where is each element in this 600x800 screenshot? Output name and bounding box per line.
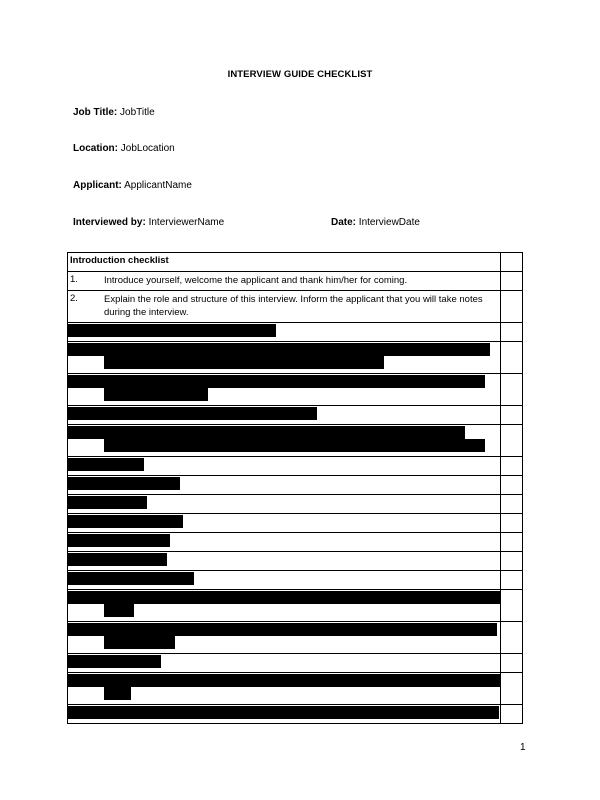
redacted-row	[68, 495, 523, 514]
redaction-bar	[68, 591, 501, 604]
interviewed-by-label: Interviewed by:	[73, 217, 146, 228]
check-cell[interactable]	[501, 323, 523, 342]
redaction-bar	[68, 674, 501, 687]
redacted-row	[68, 590, 523, 622]
check-cell[interactable]	[501, 552, 523, 571]
checklist-header: Introduction checklist	[70, 255, 169, 266]
applicant-field	[73, 180, 192, 191]
item-number: 1.	[70, 274, 78, 285]
job-title-value: JobTitle	[120, 107, 155, 118]
check-cell[interactable]	[501, 457, 523, 476]
redaction-bar	[68, 706, 499, 719]
check-cell[interactable]	[501, 514, 523, 533]
check-cell[interactable]	[501, 622, 523, 654]
location-label: Location:	[73, 143, 118, 154]
redacted-row	[68, 673, 523, 705]
redaction-bar	[104, 356, 384, 369]
checklist-item	[68, 291, 523, 323]
redacted-row	[68, 514, 523, 533]
redaction-bar	[68, 407, 317, 420]
checklist-header-row	[68, 253, 523, 272]
check-cell[interactable]	[501, 654, 523, 673]
redacted-row	[68, 406, 523, 425]
check-cell[interactable]	[501, 705, 523, 724]
location-field	[73, 143, 175, 154]
redaction-bar	[68, 375, 485, 388]
check-cell[interactable]	[501, 590, 523, 622]
check-cell[interactable]	[501, 342, 523, 374]
check-cell[interactable]	[501, 291, 523, 323]
redaction-bar	[104, 604, 134, 617]
redacted-row	[68, 571, 523, 590]
redaction-bar	[104, 388, 208, 401]
redaction-bar	[68, 623, 497, 636]
check-cell[interactable]	[501, 425, 523, 457]
page-number: 1	[520, 742, 526, 753]
redaction-bar	[68, 426, 465, 439]
check-cell[interactable]	[501, 571, 523, 590]
redacted-row	[68, 342, 523, 374]
checklist-item	[68, 272, 523, 291]
job-title-label: Job Title:	[73, 107, 118, 118]
redaction-bar	[68, 655, 161, 668]
redaction-bar	[68, 553, 167, 566]
redaction-bar	[68, 343, 490, 356]
redacted-row	[68, 374, 523, 406]
check-cell[interactable]	[501, 533, 523, 552]
item-number: 2.	[70, 293, 78, 304]
check-cell[interactable]	[501, 272, 523, 291]
applicant-label: Applicant:	[73, 180, 122, 191]
page-title: INTERVIEW GUIDE CHECKLIST	[227, 69, 373, 80]
date-label: Date:	[331, 217, 357, 228]
redacted-row	[68, 622, 523, 654]
redaction-bar	[104, 636, 175, 649]
redaction-bar	[68, 572, 194, 585]
redaction-bar	[104, 439, 485, 452]
check-cell[interactable]	[501, 253, 523, 272]
check-cell[interactable]	[501, 476, 523, 495]
redacted-row	[68, 457, 523, 476]
redacted-row	[68, 705, 523, 724]
redacted-row	[68, 533, 523, 552]
item-text: Explain the role and structure of this interview. Inform the applicant that you will take notes during the interview.	[104, 294, 483, 318]
job-title-field	[73, 107, 155, 118]
redacted-row	[68, 323, 523, 342]
date-value: InterviewDate	[358, 217, 420, 228]
redacted-row	[68, 476, 523, 495]
applicant-value: ApplicantName	[124, 180, 192, 191]
redaction-bar	[68, 496, 147, 509]
item-text: Introduce yourself, welcome the applicant and thank him/her for coming.	[104, 275, 408, 286]
redaction-bar	[104, 687, 131, 700]
redaction-bar	[68, 477, 180, 490]
redacted-row	[68, 654, 523, 673]
check-cell[interactable]	[501, 673, 523, 705]
redaction-bar	[68, 458, 144, 471]
location-value: JobLocation	[120, 143, 175, 154]
interviewed-by-value: InterviewerName	[148, 217, 225, 228]
redacted-row	[68, 425, 523, 457]
redacted-row	[68, 552, 523, 571]
redaction-bar	[68, 515, 183, 528]
check-cell[interactable]	[501, 406, 523, 425]
introduction-checklist-table	[67, 252, 523, 724]
check-cell[interactable]	[501, 495, 523, 514]
redaction-bar	[68, 534, 170, 547]
date-field	[331, 217, 420, 228]
check-cell[interactable]	[501, 374, 523, 406]
interviewed-by-field	[73, 217, 224, 228]
redaction-bar	[68, 324, 276, 337]
